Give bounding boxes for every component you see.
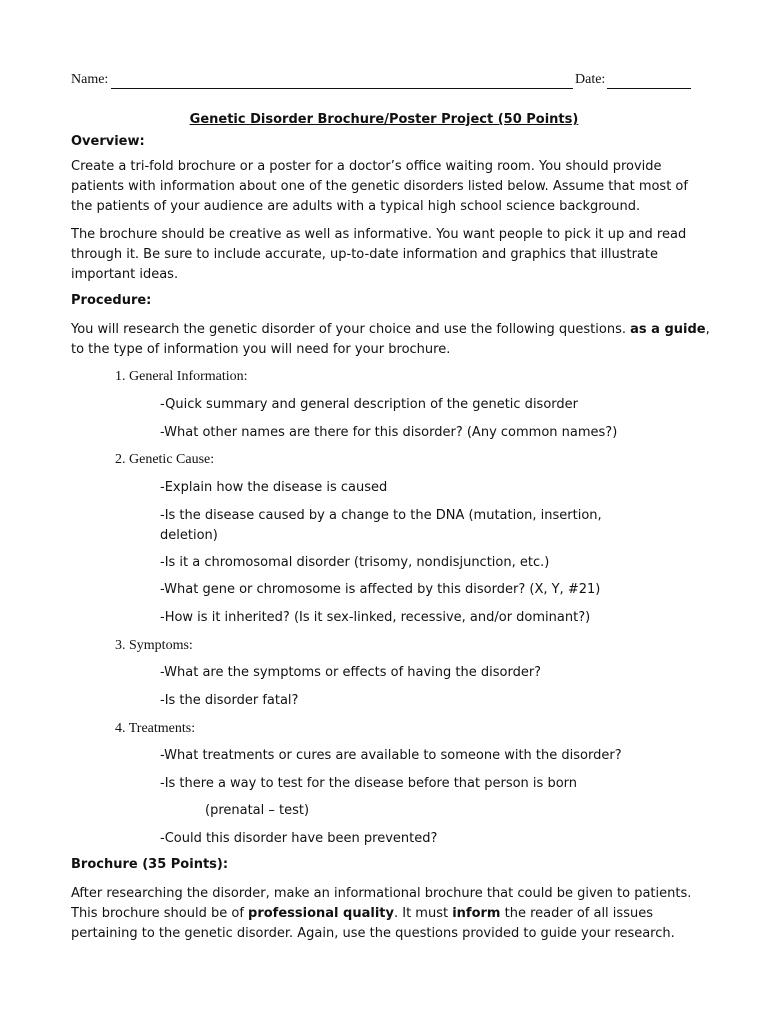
brochure-text-3: the reader of all issues pertaining to the genetic disorder. Again, use the questions provided to guide your research. — [71, 906, 675, 941]
brochure-heading: Brochure (35 Points): — [71, 857, 229, 872]
question-summary: -Quick summary and general description of the genetic disorder — [160, 397, 578, 412]
overview-paragraph-1: Create a tri-fold brochure or a poster for a doctor’s office waiting room. You should provide patients with information about one of the genetic disorders listed below. Assume that most of the patients of your audience are adults with a typical high school science background. — [71, 159, 688, 214]
question-inherited: -How is it inherited? (Is it sex-linked, recessive, and/or dominant?) — [160, 610, 591, 625]
section-general-information: 1. General Information: — [115, 369, 248, 384]
procedure-intro — [71, 320, 711, 360]
page-title: Genetic Disorder Brochure/Poster Project (50 Points) — [189, 112, 579, 127]
procedure-intro-text-end: , to the type of information you will need for your brochure. — [71, 322, 710, 357]
question-prenatal-test: (prenatal – test) — [205, 803, 310, 818]
question-how-caused: -Explain how the disease is caused — [160, 480, 388, 495]
question-fatal: -Is the disorder fatal? — [160, 693, 299, 708]
date-blank[interactable] — [607, 88, 691, 89]
question-prevented: -Could this disorder have been prevented? — [160, 831, 438, 846]
name-date-line — [71, 72, 693, 94]
name-label: Name: — [71, 72, 109, 87]
question-test-before-birth: -Is there a way to test for the disease before that person is born — [160, 776, 578, 791]
overview-paragraph-2: The brochure should be creative as well as informative. You want people to pick it up and read through it. Be sure to include accurate, up-to-date information and graphics that illustrate important ideas. — [71, 227, 687, 282]
question-other-names: -What other names are there for this disorder? (Any common names?) — [160, 425, 618, 440]
procedure-intro-emphasis: as a guide — [630, 322, 706, 337]
section-treatments: 4. Treatments: — [115, 721, 196, 736]
date-label: Date: — [575, 72, 606, 87]
brochure-emphasis-inform: inform — [452, 906, 501, 921]
brochure-paragraph — [71, 884, 711, 944]
question-gene-affected: -What gene or chromosome is affected by this disorder? (X, Y, #21) — [160, 582, 601, 597]
question-chromosomal: -Is it a chromosomal disorder (trisomy, nondisjunction, etc.) — [160, 555, 550, 570]
question-dna-change: -Is the disease caused by a change to the DNA (mutation, insertion, deletion) — [160, 508, 602, 543]
brochure-text-1: After researching the disorder, make an informational brochure that could be given to patients. This brochure should be of — [71, 886, 692, 921]
brochure-emphasis-quality: professional quality — [248, 906, 394, 921]
question-symptoms: -What are the symptoms or effects of having the disorder? — [160, 665, 542, 680]
overview-heading: Overview: — [71, 134, 145, 149]
section-symptoms: 3. Symptoms: — [115, 638, 193, 653]
section-genetic-cause: 2. Genetic Cause: — [115, 452, 215, 467]
name-blank[interactable] — [111, 88, 573, 89]
procedure-intro-text: You will research the genetic disorder of your choice and use the following questions. — [71, 322, 631, 337]
brochure-text-2: . It must — [393, 906, 453, 921]
procedure-heading: Procedure: — [71, 293, 152, 308]
question-treatments: -What treatments or cures are available to someone with the disorder? — [160, 748, 622, 763]
